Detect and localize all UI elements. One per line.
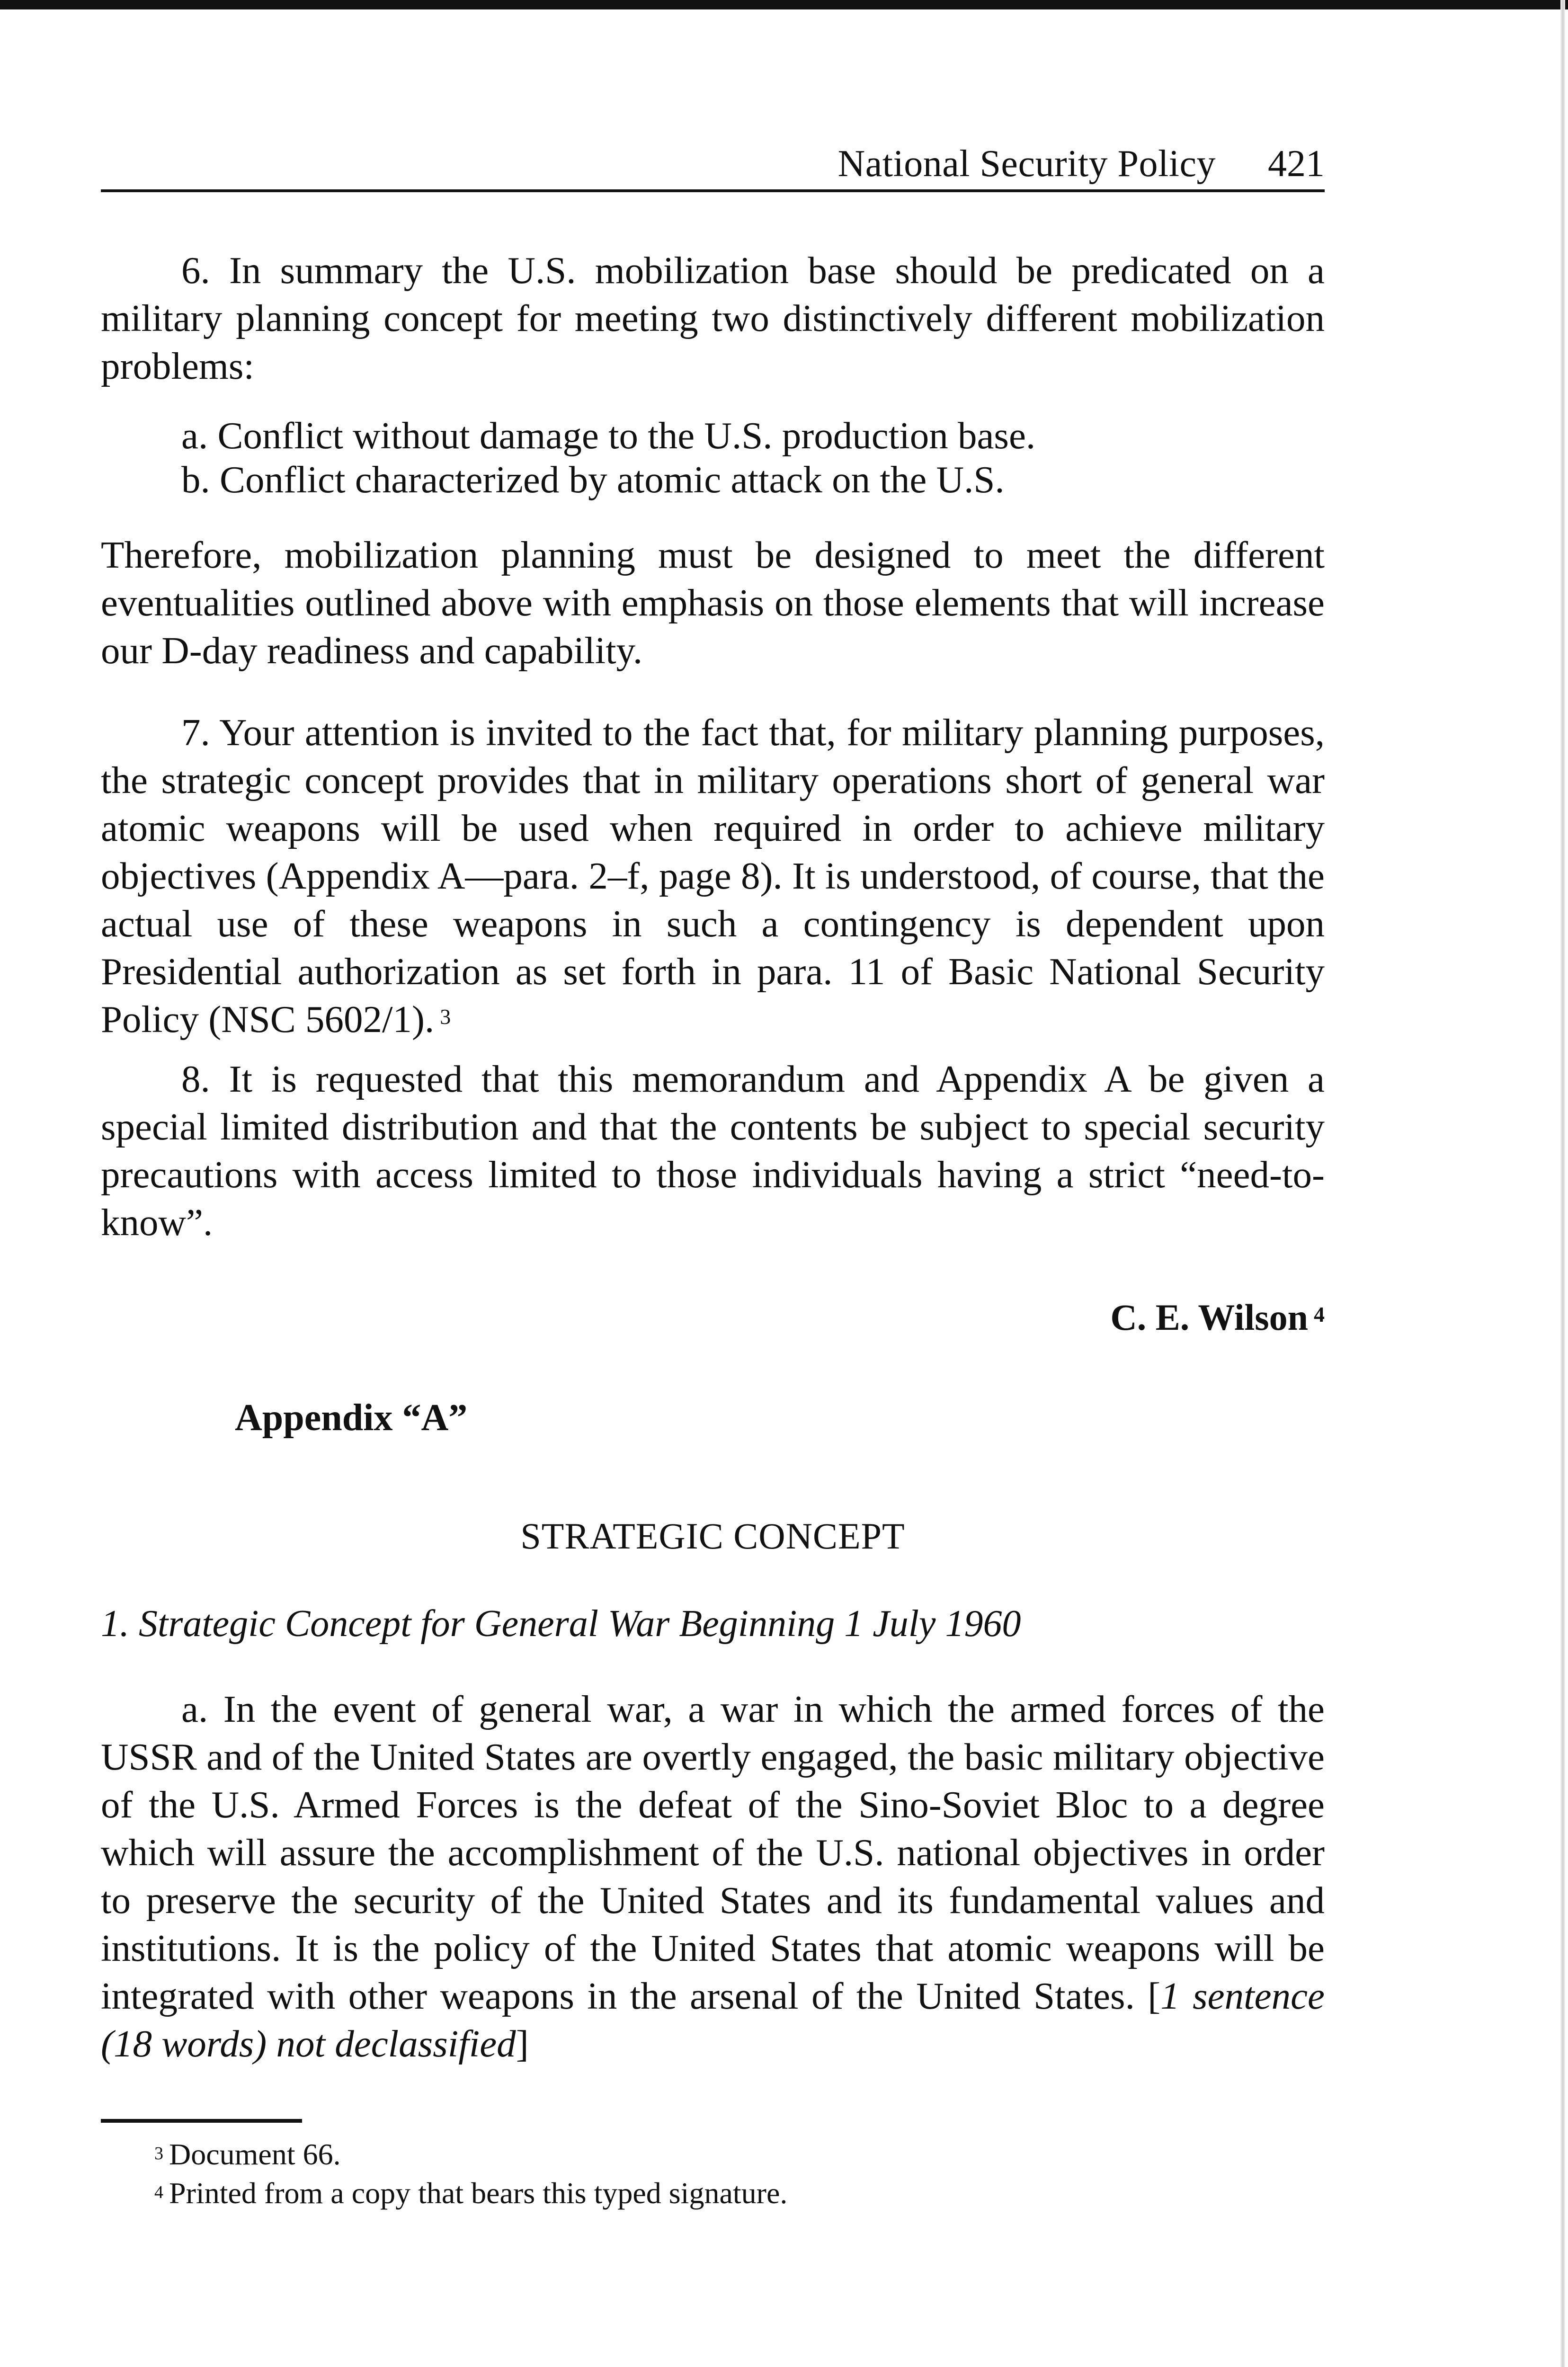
page-top-edge [0,0,1568,9]
paragraph-8: 8. It is requested that this memorandum and Appendix A be given a special limited distribution and that the contents be subject to special security precautions with access limited to those individuals having a strict “need-to-know”. [101,1058,1325,1244]
list-item-b: b. Conflict characterized by atomic attack on the U.S. [181,458,1005,501]
footnote-ref-4: 4 [1314,1302,1325,1326]
paragraph-6-list [101,414,1325,502]
paragraph-6: 6. In summary the U.S. mobilization base should be predicated on a military planning concept for meeting two distinctively different mobilization problems: [101,249,1325,387]
footnote-3-number: 3 [154,2144,163,2163]
page-number: 421 [1268,143,1325,185]
section-heading: 1. Strategic Concept for General War Beginning 1 July 1960 [101,1603,1021,1645]
redaction-bracket-close: ] [516,2022,529,2065]
paragraph-7-text: 7. Your attention is invited to the fact that, for military planning purposes, the strategic concept provides that in military operations short of general war atomic weapons will be used when required in order to achieve military objectives (Appendix A—para. 2–f, page 8). It is understood, of course, that the actual use of these weapons in such a contingency is dependent upon Presidential authorization as set forth in para. 11 of Basic National Security Policy (NSC 5602/1). [101,711,1325,1041]
strategic-concept-heading: STRATEGIC CONCEPT [520,1515,905,1557]
footnote-divider [101,2119,302,2123]
running-head [101,133,1325,192]
signature-name: C. E. Wilson [1110,1297,1308,1338]
document-page [101,133,1325,2213]
footnote-3-text: Document 66. [169,2137,341,2171]
appendix-title: Appendix “A” [235,1397,468,1439]
paragraph-6-conclusion: Therefore, mobilization planning must be designed to meet the different eventualities outlined above with emphasis on those elements that will increase our D-day readiness and capability. [101,534,1325,672]
redaction-note: 1 sentence (18 words) not declassified [101,1975,1325,2065]
paragraph-7 [101,709,1325,1043]
footnote-ref-3: 3 [440,1005,451,1029]
redaction-bracket-open: [ [1148,1975,1161,2017]
signature [101,1294,1325,1341]
list-item-a: a. Conflict without damage to the U.S. production base. [181,414,1036,457]
appendix-paragraph-a [101,1685,1325,2068]
running-head-title: National Security Policy [837,143,1216,185]
appendix-paragraph-a-text: a. In the event of general war, a war in which the armed forces of the USSR and of the United States are overtly engaged, the basic military objective of the U.S. Armed Forces is the defeat of the Sino-Soviet Bloc to a degree which will assure the accomplishment of the U.S. national objectives in order to preserve the security of the United States and its fundamental values and institutions. It is the policy of the United States that atomic weapons will be integrated with other weapons in the arsenal of the United States. [101,1688,1325,2017]
footnote-4 [101,2174,1325,2213]
page-right-edge [1560,0,1565,2367]
footnote-4-number: 4 [154,2182,163,2202]
footnote-3 [101,2135,1325,2174]
footnote-4-text: Printed from a copy that bears this typed signature. [169,2176,788,2210]
